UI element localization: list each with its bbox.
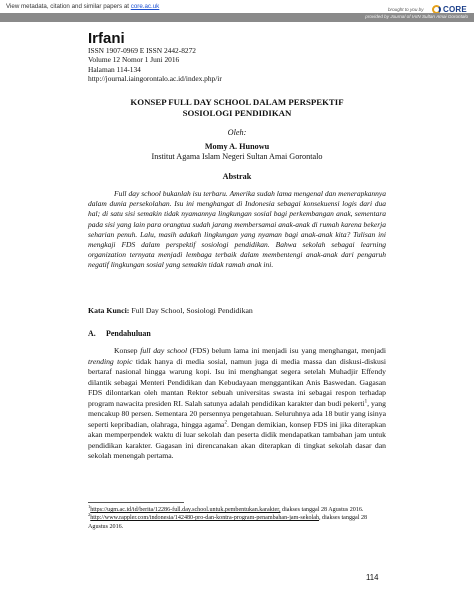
journal-issn: ISSN 1907-0969 E ISSN 2442-8272 (88, 46, 196, 55)
brought-to-you-text: brought to you by (388, 7, 424, 12)
footnote-link[interactable]: http://www.rappler.com/indonesia/142480-pro-dan-kontra-program-penambahan-jam-sekolah (90, 515, 319, 522)
journal-volume: Volume 12 Nomor 1 Juni 2016 (88, 55, 180, 65)
keywords (88, 306, 386, 315)
provider-band (0, 13, 474, 22)
core-logo-text: CORE (443, 4, 467, 14)
page-number: 114 (366, 573, 379, 582)
footnote-link[interactable]: https://ugm.ac.id/id/berita/12286-full.day.school.untuk.pembentukan.karakter, (90, 507, 281, 513)
footnote-1 (88, 503, 386, 514)
body-paragraph (88, 346, 386, 462)
view-metadata-text (6, 3, 159, 10)
footnote-ref[interactable]: 2 (224, 419, 227, 425)
body-italic-term: trending topic (88, 356, 133, 366)
journal-name: Irfani (88, 30, 125, 47)
section-number: A. (88, 329, 96, 338)
section-heading (88, 329, 151, 338)
footnote-number: 2 (88, 512, 91, 518)
body-text (88, 346, 386, 462)
footnote-divider (88, 502, 184, 503)
body-run: , yang mencakup 80 persen. Sementara 20 persennya pengetahuan. Seluruhnya ada 18 butir yang isinya seperti kepribadian, olahraga, hingga agama (88, 398, 386, 429)
view-metadata-prefix: View metadata, citation and similar papers at (6, 3, 131, 10)
article-title (88, 97, 386, 119)
footnote-ref[interactable]: 1 (364, 398, 368, 404)
body-run: . Dengan demikian, konsep FDS ini jika diterapkan akan memperpendek waktu di luar sekolah dan peserta didik mendapatkan tambahan jam untuk pendidikan karakter. Gagasan ini direncanakan akan diterapkan di tingkat sekolah dasar dan sekolah menengah pertama. (88, 419, 386, 460)
footnote-tail: , diakses tanggal 28 Agustus 2016. (88, 515, 368, 530)
oleh-label: Oleh: (227, 128, 247, 137)
section-title: Pendahuluan (106, 329, 151, 338)
core-link[interactable]: core.ac.uk (130, 3, 160, 10)
journal-url[interactable]: http://journal.iaingorontalo.ac.id/index.php/ir (88, 74, 222, 84)
body-run: tidak hanya di media sosial, namun juga di media massa dan diskusi-diskusi bertaraf nasional hingga warung kopi. Isu ini menghangat segera setelah Muhadjir Effendy dilantik sebagai Menteri Pendidikan dan Kebudayaan menggantikan Anis Baswedan. Gagasan FDS dilontarkan oleh mantan Rektor sebuah universitas swasta ini sebagai respon terhadap program nawacita presiden RI. Salah satunya adalah pendidikan karakter dan budi pekerti (88, 356, 386, 408)
article-title-line-2: SOSIOLOGI PENDIDIKAN (182, 108, 292, 118)
body-italic-term: full day school (140, 346, 188, 355)
journal-pages: Halaman 114-134 (88, 64, 141, 74)
body-run: (FDS) belum lama ini menjadi isu yang menghangat, menjadi (187, 346, 386, 355)
footnotes (88, 503, 386, 531)
keywords-value: Full Day School, Sosiologi Pendidikan (129, 306, 253, 315)
keywords-label: Kata Kunci: (88, 306, 130, 315)
footnote-2 (88, 514, 386, 531)
article-title-line-1: KONSEP FULL DAY SCHOOL DALAM PERSPEKTIF (130, 97, 344, 107)
abstract-text: Full day school bukanlah isu terbaru. Amerika sudah lama mengenal dan menerapkannya dalam dunia persekolahan. Isu ini menghangat di Indonesia sebagai konsekuensi logis dari dua hal; di satu sisi semakin tidak nyamannya lingkungan sosial bagi perkembangan anak, sementara pada sisi yang lain para orangtua sudah jarang membersamai anak-anak di rumah karena bekerja seharian penuh. Lalu, masih adakah lingkungan yang nyaman bagi anak-anak kita? Tulisan ini mengkaji FDS dalam perspektif sosiologi pendidikan. Bahwa sekolah sebagai learning organization ternyata menjadi lembaga terbaik dalam membentengi anak-anak dari pengaruh negatif lingkungan sosial yang semakin tidak ramah anak ini. (88, 189, 386, 270)
journal-meta (88, 46, 222, 84)
footnote-number: 1 (88, 503, 91, 509)
abstract-heading: Abstrak (222, 172, 252, 181)
provided-by-text: provided by Journal of IAIN Sultan Amai Gorontalo (365, 14, 468, 19)
footnote-tail: diakses tanggal 28 Agustus 2016. (280, 507, 364, 513)
author-affiliation: Institut Agama Islam Negeri Sultan Amai Gorontalo (151, 152, 323, 161)
body-run: Konsep (114, 346, 141, 355)
author-name: Momy A. Hunowu (204, 142, 270, 151)
